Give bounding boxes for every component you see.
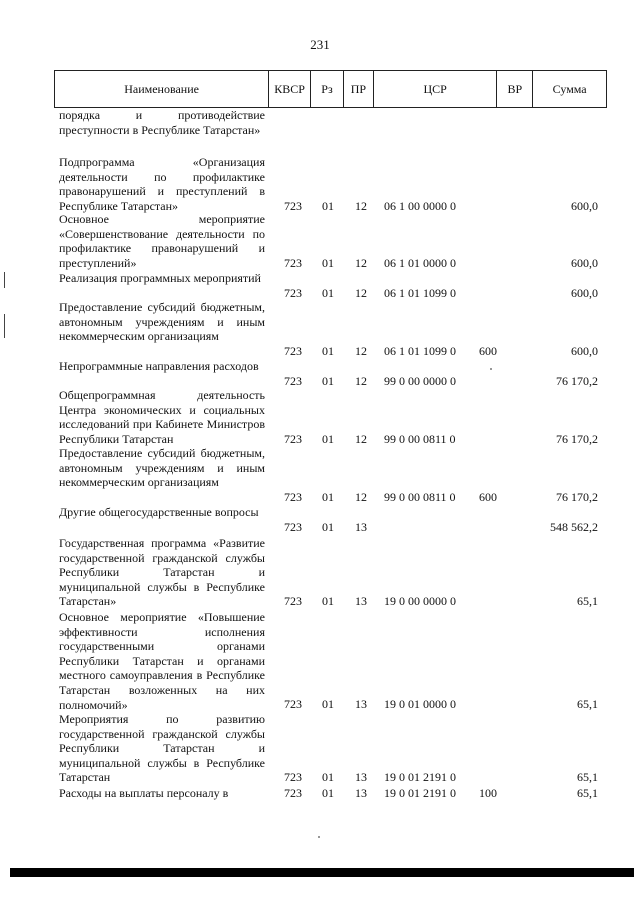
row-vr: 600 [479,344,497,358]
row-rz: 01 [322,199,334,213]
row-pr: 12 [355,286,367,300]
row-vr: 600 [479,490,497,504]
header-kvsr: КВСР [269,71,311,107]
row-sum: 548 562,2 [550,520,598,534]
row-sum: 65,1 [577,786,598,800]
row-sum: 600,0 [571,199,598,213]
row-rz: 01 [322,697,334,711]
header-pr: ПР [344,71,374,107]
row-csr: 19 0 00 0000 0 [384,594,456,608]
row-pr: 12 [355,432,367,446]
row-rz: 01 [322,594,334,608]
row-name: Государственная программа «Развитие государственной гражданской службы Республики Татарстан и муниципальной службы в Республике Татарстан» [59,536,265,609]
row-sum: 600,0 [571,286,598,300]
row-name: Основное мероприятие «Совершенствование деятельности по профилактике правонарушений и преступлений» [59,212,265,270]
row-name: Основное мероприятие «Повышение эффективности исполнения государственными органами Республики Татарстан и органами местного самоуправления в Республике Татарстан возложенных на них полномочий» [59,610,265,712]
row-rz: 01 [322,344,334,358]
row-rz: 01 [322,786,334,800]
row-rz: 01 [322,520,334,534]
row-pr: 13 [355,697,367,711]
row-kvsr: 723 [284,770,302,784]
row-name: порядка и противодействие преступности в Республике Татарстан» [59,108,265,137]
row-name: Предоставление субсидий бюджетным, автономным учреждениям и иным некоммерческим организациям [59,446,265,490]
row-name: Подпрограмма «Организация деятельности по профилактике правонарушений и преступлений в Республике Татарстан» [59,155,265,213]
header-vr: ВР [497,71,533,107]
row-sum: 65,1 [577,594,598,608]
row-name: Предоставление субсидий бюджетным, автономным учреждениям и иным некоммерческим организациям [59,300,265,344]
row-kvsr: 723 [284,697,302,711]
row-csr: 19 0 01 2191 0 [384,770,456,784]
header-sum: Сумма [552,81,587,96]
row-pr: 13 [355,520,367,534]
row-name: Расходы на выплаты персоналу в [59,786,229,800]
row-csr: 99 0 00 0811 0 [384,490,456,504]
row-rz: 01 [322,256,334,270]
row-kvsr: 723 [284,520,302,534]
row-csr: 99 0 00 0811 0 [384,432,456,446]
row-sum: 76 170,2 [556,490,598,504]
row-rz: 01 [322,286,334,300]
row-name: Другие общегосударственные вопросы [59,505,259,519]
row-csr: 06 1 00 0000 0 [384,199,456,213]
header-rz: Рз [311,71,344,107]
row-kvsr: 723 [284,490,302,504]
row-name: Общепрограммная деятельность Центра экономических и социальных исследований при Кабинете Министров Республики Татарстан [59,388,265,446]
row-pr: 13 [355,594,367,608]
row-csr: 19 0 01 2191 0 [384,786,456,800]
row-name: Мероприятия по развитию государственной гражданской службы Республики Татарстан и муниципальной службы в Республике Татарстан [59,712,265,785]
row-pr: 12 [355,256,367,270]
row-rz: 01 [322,770,334,784]
row-pr: 12 [355,374,367,388]
row-sum: 65,1 [577,770,598,784]
row-name: Реализация программных мероприятий [59,271,261,285]
row-csr: 06 1 01 1099 0 [384,344,456,358]
row-kvsr: 723 [284,594,302,608]
header-csr: ЦСР [374,71,498,107]
header-name: Наименование [55,71,269,107]
row-sum: 600,0 [571,344,598,358]
row-csr: 06 1 01 1099 0 [384,286,456,300]
row-sum: 76 170,2 [556,432,598,446]
row-kvsr: 723 [284,374,302,388]
row-rz: 01 [322,432,334,446]
row-pr: 12 [355,199,367,213]
row-kvsr: 723 [284,256,302,270]
row-sum: 65,1 [577,697,598,711]
row-pr: 12 [355,490,367,504]
row-rz: 01 [322,490,334,504]
row-kvsr: 723 [284,786,302,800]
row-sum: 76 170,2 [556,374,598,388]
scan-bottom-bar [10,868,634,877]
row-pr: 13 [355,770,367,784]
row-csr: 99 0 00 0000 0 [384,374,456,388]
row-pr: 12 [355,344,367,358]
row-pr: 13 [355,786,367,800]
row-kvsr: 723 [284,432,302,446]
row-sum: 600,0 [571,256,598,270]
row-csr: 19 0 01 0000 0 [384,697,456,711]
row-kvsr: 723 [284,286,302,300]
page-number: 231 [310,37,330,52]
row-vr: 100 [479,786,497,800]
row-kvsr: 723 [284,199,302,213]
row-csr: 06 1 01 0000 0 [384,256,456,270]
row-kvsr: 723 [284,344,302,358]
row-name: Непрограммные направления расходов [59,359,259,373]
row-rz: 01 [322,374,334,388]
